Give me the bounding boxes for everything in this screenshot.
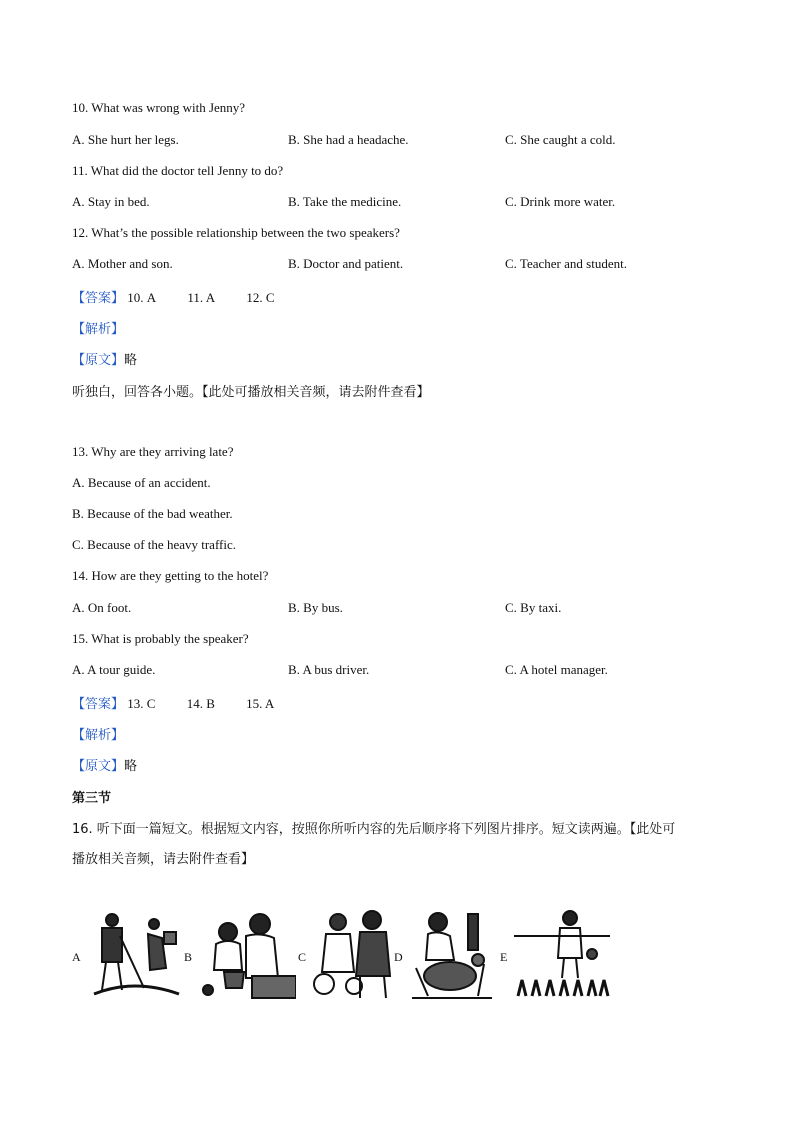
picture-b — [196, 908, 296, 1003]
picture-a — [84, 908, 184, 1003]
q13-option-b: B. Because of the bad weather. — [72, 506, 233, 521]
q14-question: 14. How are they getting to the hotel? — [72, 568, 269, 583]
answer-label: 【答案】 — [72, 291, 125, 306]
q16-instruction-line1: 16. 听下面一篇短文。根据短文内容，按照你所听内容的先后顺序将下列图片排序。短文读两遍。【此处可 — [72, 822, 676, 837]
answer-item: 13. C — [127, 696, 156, 711]
q16-instruction-line2: 播放相关音频，请去附件查看】 — [72, 852, 255, 867]
answer-line-1 — [72, 287, 303, 306]
q14-option-b: B. By bus. — [288, 600, 343, 615]
q12-option-b: B. Doctor and patient. — [288, 256, 404, 271]
picture-label-d: D — [394, 950, 403, 964]
picture-label-b: B — [184, 950, 193, 964]
picture-row — [72, 908, 612, 1003]
picture-label-c: C — [298, 950, 307, 964]
q11-option-b: B. Take the medicine. — [288, 194, 402, 209]
q13-option-a: A. Because of an accident. — [72, 475, 211, 490]
q15-option-a: A. A tour guide. — [72, 662, 156, 677]
q14-option-a: A. On foot. — [72, 600, 132, 615]
original-label: 【原文】 — [72, 353, 125, 368]
q13-option-c: C. Because of the heavy traffic. — [72, 537, 236, 552]
answer-item: 15. A — [246, 696, 275, 711]
answer-item: 14. B — [186, 696, 215, 711]
q11-option-c: C. Drink more water. — [505, 194, 616, 209]
answer-item: 12. C — [246, 290, 275, 305]
original-label: 【原文】 — [72, 759, 125, 774]
analysis-label-2: 【解析】 — [72, 728, 125, 743]
q10-option-a: A. She hurt her legs. — [72, 132, 179, 147]
picture-c — [310, 908, 400, 1003]
monologue-instruction: 听独白，回答各小题。【此处可播放相关音频，请去附件查看】 — [72, 385, 430, 400]
original-value: 略 — [124, 759, 138, 774]
original-value: 略 — [124, 353, 138, 368]
q12-question: 12. What’s the possible relationship between the two speakers? — [72, 225, 400, 240]
section-heading: 第三节 — [72, 791, 112, 806]
q15-question: 15. What is probably the speaker? — [72, 631, 249, 646]
original-text-1 — [72, 349, 137, 368]
q11-option-a: A. Stay in bed. — [72, 194, 150, 209]
picture-d — [408, 908, 496, 1003]
q10-question: 10. What was wrong with Jenny? — [72, 100, 246, 115]
q13-question: 13. Why are they arriving late? — [72, 444, 234, 459]
q10-option-c: C. She caught a cold. — [505, 132, 616, 147]
q12-option-a: A. Mother and son. — [72, 256, 173, 271]
answer-item: 10. A — [127, 290, 157, 305]
answer-item: 11. A — [187, 290, 216, 305]
answer-label: 【答案】 — [72, 697, 125, 712]
q15-option-c: C. A hotel manager. — [505, 662, 608, 677]
picture-label-e: E — [500, 950, 508, 964]
q11-question: 11. What did the doctor tell Jenny to do? — [72, 163, 284, 178]
q10-option-b: B. She had a headache. — [288, 132, 409, 147]
q14-option-c: C. By taxi. — [505, 600, 562, 615]
picture-label-a: A — [72, 950, 81, 964]
q12-option-c: C. Teacher and student. — [505, 256, 627, 271]
answer-line-2 — [72, 693, 302, 712]
analysis-label-1: 【解析】 — [72, 322, 125, 337]
original-text-2 — [72, 755, 137, 774]
q15-option-b: B. A bus driver. — [288, 662, 370, 677]
picture-e — [514, 908, 610, 1003]
